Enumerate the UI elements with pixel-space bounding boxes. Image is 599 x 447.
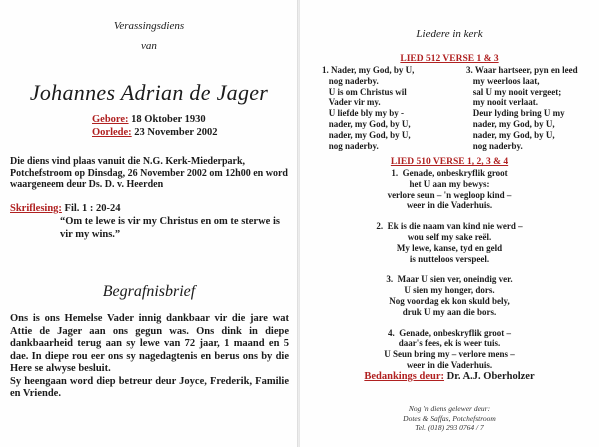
thanks-label: Bedankings deur: <box>364 371 445 382</box>
hymn-510-verse-3: 3. Maar U sien ver, oneindig ver. U sien my honger, dors. Nog voordag ek kon skuld bely, druk U my aan die bors. <box>386 274 513 317</box>
born-value: 18 Oktober 1930 <box>131 114 206 125</box>
obituary-heading: Begrafnisbrief <box>102 283 196 300</box>
hymns-title: Liedere in kerk <box>416 28 483 40</box>
scripture-reference: Fil. 1 : 20-24 <box>64 203 121 214</box>
born-label: Gebore: <box>92 114 129 125</box>
left-page <box>0 0 298 447</box>
scripture-label: Skriflesing: <box>10 203 62 214</box>
service-details: Die diens vind plaas vanuit die N.G. Kerk-Miederpark, Potchefstroom op Dinsdag, 26 November 2002 om 12h00 en word waargeneem deur Ds. D. v. Heerden <box>10 156 288 190</box>
born-row <box>92 113 218 126</box>
scripture-block <box>10 202 290 241</box>
printer-line-3: Tel. (018) 293 0764 / 7 <box>415 423 484 432</box>
scripture-row <box>10 202 290 215</box>
hymn-510-heading: LIED 510 VERSE 1, 2, 3 & 4 <box>390 157 509 167</box>
life-dates <box>92 113 218 139</box>
hymn-510-verse-1: 1. Genade, onbeskryflik groot het U aan my bewys: verlore seun – 'n wegloop kind – weer in die Vaderhuis. <box>387 168 512 211</box>
hymn-512-heading: LIED 512 VERSE 1 & 3 <box>400 54 499 64</box>
scripture-quote: “Om te lewe is vir my Christus en om te sterwe is vir my wins.” <box>60 216 280 240</box>
printer-line-2: Dotes & Saffas, Potchefstroom <box>403 413 496 423</box>
obituary-paragraph-2: Sy heengaan word diep betreur deur Joyce, Frederik, Familie en Vriende. <box>10 375 289 399</box>
hymn-510-verse-2: 2. Ek is die naam van kind nie werd – wou self my sake reël. My lewe, kanse, tyd en geld is nutteloos verspeel. <box>376 221 523 264</box>
hymn-512-verse-3: 3. Waar hartseer, pyn en leed my weerloos laat, sal U my nooit vergeet; my nooit verlaat. Deur lyding bring U my nader, my God, by U, nader, my God, by U, nog naderby. <box>466 65 578 151</box>
printer-line-1: Nog 'n diens gelewer deur: <box>408 404 491 413</box>
obituary-text <box>10 313 289 401</box>
invite-line-2: van <box>141 40 157 52</box>
invite-line-1: Verassingsdiens <box>113 20 185 32</box>
died-value: 23 November 2002 <box>134 127 218 138</box>
hymn-510-verse-4: 4. Genade, onbeskryflik groot – daar's fees, ek is weer tuis. U Seun bring my – verlore mens – weer in die Vaderhuis. <box>384 327 515 370</box>
right-page <box>300 0 599 447</box>
died-label: Oorlede: <box>92 127 132 138</box>
printer-credit <box>300 404 599 433</box>
obituary-paragraph-1: Ons is ons Hemelse Vader innig dankbaar vir die jare wat Attie de Jager aan ons gegun was. Ons dink in diepe dankbaarheid terug aan sy lewe van 72 jaar, 1 maand en 5 dae. In diepe rou eer ons sy nagedagtenis en berus ons by die Here se alwyse besluit. <box>10 313 289 374</box>
thanks-line <box>300 371 599 382</box>
hymn-512-verse-1: 1. Nader, my God, by U, nog naderby. U is om Christus wil Vader vir my. U liefde bly my by - nader, my God, by U, nader, my God, by U, nog naderby. <box>322 65 415 151</box>
died-row <box>92 126 218 139</box>
deceased-name: Johannes Adrian de Jager <box>29 80 269 105</box>
hymn-510-verses <box>300 168 599 381</box>
thanks-value: Dr. A.J. Oberholzer <box>446 371 535 382</box>
